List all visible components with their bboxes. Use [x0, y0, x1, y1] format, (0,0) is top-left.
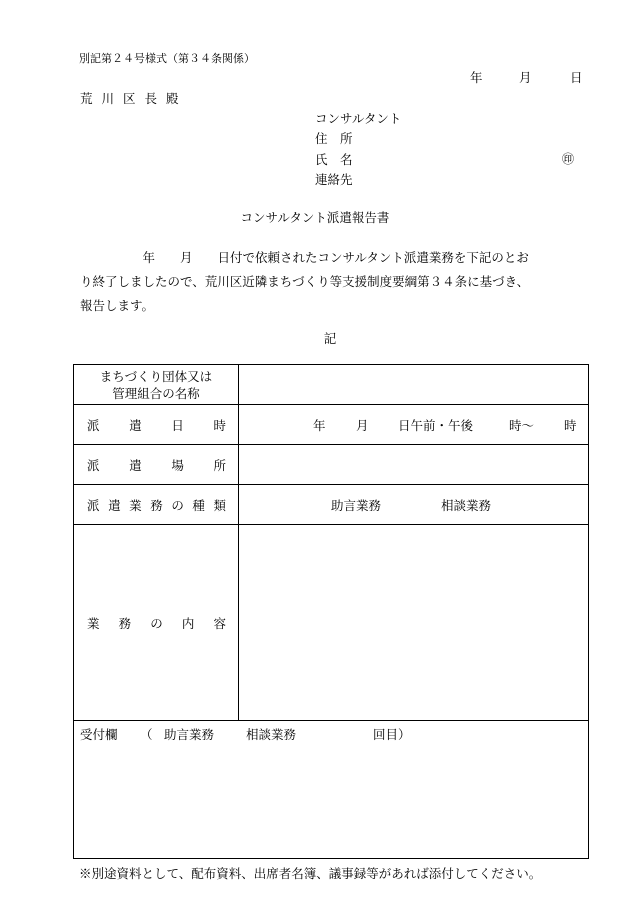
- body-line-2: り終了しましたので、荒川区近隣まちづくり等支援制度要綱第３４条に基づき、: [80, 274, 530, 289]
- record-mark: 記: [323, 331, 337, 346]
- addressee: 荒川区長殿: [80, 91, 188, 106]
- dispatch-location-field[interactable]: [239, 445, 588, 484]
- dispatch-type-label-char: 遣: [108, 497, 121, 513]
- datetime-year-label: 年: [313, 417, 326, 433]
- work-content-label-char: の: [150, 615, 163, 631]
- document-title: コンサルタント派遣報告書: [240, 210, 390, 225]
- reception-consultation-option[interactable]: 相談業務: [246, 727, 297, 742]
- dispatch-location-label-char: 派: [87, 457, 100, 473]
- dispatch-type-label-char: 類: [213, 497, 226, 513]
- date-day-label: 日: [570, 70, 583, 85]
- dispatch-datetime-label-char: 時: [213, 417, 226, 433]
- dispatch-type-label-char: 業: [129, 497, 142, 513]
- reception-field[interactable]: [74, 747, 588, 858]
- date-year-label: 年: [470, 70, 483, 85]
- reception-advice-option[interactable]: 助言業務: [164, 727, 215, 742]
- work-content-label-char: 内: [181, 615, 195, 631]
- row-dispatch-location: [74, 445, 588, 485]
- reception-count-label: 回目）: [373, 727, 411, 742]
- row-reception: [74, 721, 588, 858]
- dispatch-location-label-char: 場: [171, 457, 184, 473]
- form-number: 別記第２４号様式（第３４条関係）: [79, 52, 255, 65]
- dispatch-type-label-cell: [74, 485, 239, 524]
- dispatch-type-label-char: 派: [87, 497, 100, 513]
- work-content-label-char: 容: [213, 615, 226, 631]
- organization-name-label-cell: [74, 365, 239, 404]
- sender-contact-label: 連絡先: [315, 172, 353, 187]
- dispatch-datetime-label-char: 遣: [129, 417, 142, 433]
- reception-header: [80, 725, 411, 743]
- row-organization-name: [74, 365, 588, 405]
- work-content-field[interactable]: [239, 525, 588, 720]
- work-content-label-char: 業: [87, 615, 100, 631]
- reception-paren-open: （: [140, 727, 153, 742]
- dispatch-type-advice-option[interactable]: 助言業務: [331, 497, 382, 513]
- datetime-hour-to-label: 時: [564, 417, 577, 433]
- dispatch-datetime-label-char: 派: [87, 417, 100, 433]
- organization-name-label-line-1: まちづくり団体又は: [99, 368, 213, 384]
- dispatch-datetime-label-cell: [74, 405, 239, 444]
- reception-label: 受付欄: [80, 727, 118, 742]
- organization-name-field[interactable]: [239, 365, 588, 404]
- row-work-content: [74, 525, 588, 721]
- datetime-hour-from-label: 時～: [509, 417, 535, 433]
- work-content-label-char: 務: [118, 615, 132, 631]
- body-line-3: 報告します。: [80, 298, 155, 313]
- dispatch-location-label-cell: [74, 445, 239, 484]
- dispatch-datetime-label-char: 日: [171, 417, 184, 433]
- dispatch-type-field: [239, 485, 588, 524]
- dispatch-location-label-char: 遣: [129, 457, 142, 473]
- organization-name-label-line-2: 管理組合の名称: [112, 385, 200, 401]
- dispatch-type-label-char: 務: [150, 497, 163, 513]
- footer-note: ※別途資料として、配布資料、出席者名簿、議事録等があれば添付してください。: [79, 866, 542, 881]
- report-form-table: [73, 364, 589, 859]
- datetime-day-ampm-label: 日午前・午後: [398, 417, 474, 433]
- dispatch-type-label-char: の: [171, 497, 184, 513]
- dispatch-datetime-field[interactable]: [239, 405, 588, 444]
- row-dispatch-datetime: [74, 405, 588, 445]
- date-month-label: 月: [519, 70, 532, 85]
- sender-consultant-label: コンサルタント: [315, 111, 402, 126]
- sender-name-label: 氏 名: [315, 152, 353, 167]
- dispatch-location-label-char: 所: [213, 457, 226, 473]
- seal-mark: ㊞: [562, 152, 575, 166]
- body-line-1: 年 月 日付で依頼されたコンサルタント派遣業務を下記のとお: [80, 250, 529, 265]
- datetime-month-label: 月: [356, 417, 369, 433]
- dispatch-type-label-char: 種: [192, 497, 205, 513]
- dispatch-type-consultation-option[interactable]: 相談業務: [441, 497, 492, 513]
- sender-address-label: 住 所: [315, 131, 353, 146]
- body-paragraph: [80, 246, 588, 318]
- work-content-label-cell: [74, 525, 239, 720]
- row-dispatch-type: [74, 485, 588, 525]
